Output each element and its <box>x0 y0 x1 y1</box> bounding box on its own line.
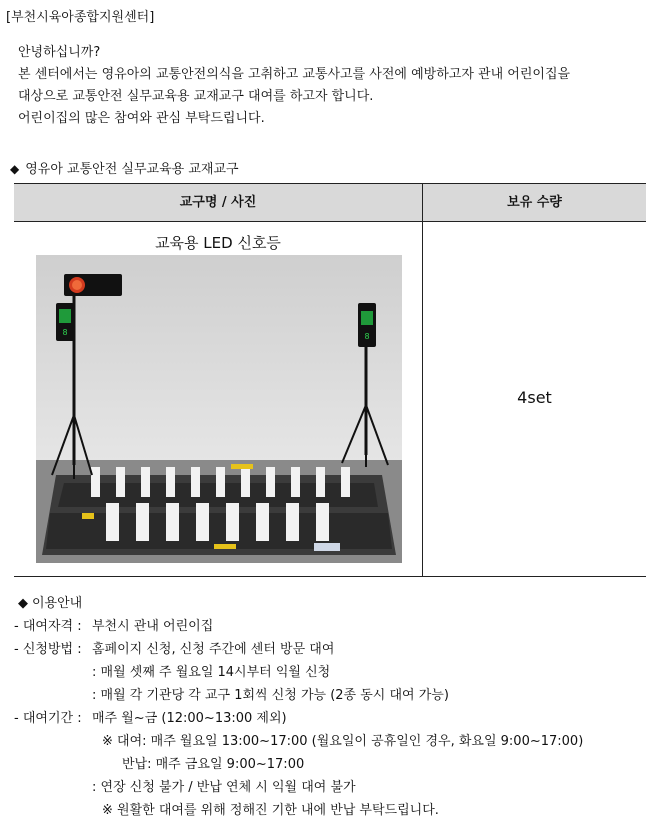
usage-guide <box>14 592 584 822</box>
column-header-item: 교구명 / 사진 <box>179 195 257 210</box>
item-name: 교육용 LED 신호등 <box>155 234 281 252</box>
usage-row-method-detail <box>14 684 449 707</box>
svg-text:8: 8 <box>364 332 370 341</box>
usage-row-note <box>14 776 356 799</box>
organization-name: [부천시육아종합지원센터] <box>6 10 155 25</box>
led-traffic-light-photo <box>36 255 402 563</box>
intro-line: 어린이집의 많은 참여와 관심 부탁드립니다. <box>18 111 265 126</box>
row-value: : 매월 각 기관당 각 교구 1회씩 신청 가능 (2종 동시 대여 가능) <box>92 688 449 703</box>
row-value: : 매월 셋째 주 월요일 14시부터 익월 신청 <box>92 665 331 680</box>
row-value: 매주 월~금 (12:00~13:00 제외) <box>92 711 287 726</box>
equipment-table <box>14 183 646 577</box>
usage-row-note <box>14 730 584 753</box>
row-label: - 대여자격 : <box>14 619 82 634</box>
row-value: : 연장 신청 불가 / 반납 연체 시 익월 대여 불가 <box>92 780 356 795</box>
usage-title <box>14 592 82 615</box>
intro-message <box>18 42 570 130</box>
usage-row-eligibility <box>14 615 214 638</box>
quantity-value: 4set <box>517 388 552 407</box>
row-value: 반납: 매주 금요일 9:00~17:00 <box>122 757 305 772</box>
column-header-quantity: 보유 수량 <box>507 195 562 210</box>
column-divider <box>422 184 423 576</box>
section-title-text: 영유아 교통안전 실무교육용 교재교구 <box>25 162 239 177</box>
usage-row-note <box>14 753 305 776</box>
usage-row-note <box>14 799 439 822</box>
row-value: 부천시 관내 어린이집 <box>92 619 214 634</box>
row-label: - 신청방법 : <box>14 642 82 657</box>
usage-row-period <box>14 707 287 730</box>
intro-line: 본 센터에서는 영유아의 교통안전의식을 고취하고 교통사고를 사전에 예방하고자 관내 어린이집을 <box>18 67 571 82</box>
usage-row-method <box>14 638 335 661</box>
usage-row-method-detail <box>14 661 331 684</box>
row-value: ※ 대여: 매주 월요일 13:00~17:00 (월요일이 공휴일인 경우, 화요일 9:00~17:00) <box>102 734 584 749</box>
section-title <box>10 158 239 177</box>
intro-line: 안녕하십니까? <box>18 45 101 60</box>
row-value: ※ 원활한 대여를 위해 정해진 기한 내에 반납 부탁드립니다. <box>102 803 439 818</box>
table-header <box>14 184 646 222</box>
diamond-bullet-icon: ◆ <box>18 596 28 611</box>
svg-text:8: 8 <box>62 328 68 337</box>
usage-title-text: 이용안내 <box>32 596 83 611</box>
row-value: 홈페이지 신청, 신청 주간에 센터 방문 대여 <box>92 642 335 657</box>
intro-line: 대상으로 교통안전 실무교육용 교재교구 대여를 하고자 합니다. <box>18 89 374 104</box>
row-label: - 대여기간 : <box>14 711 82 726</box>
photo-illustration <box>36 255 402 563</box>
diamond-bullet-icon: ◆ <box>10 162 20 176</box>
